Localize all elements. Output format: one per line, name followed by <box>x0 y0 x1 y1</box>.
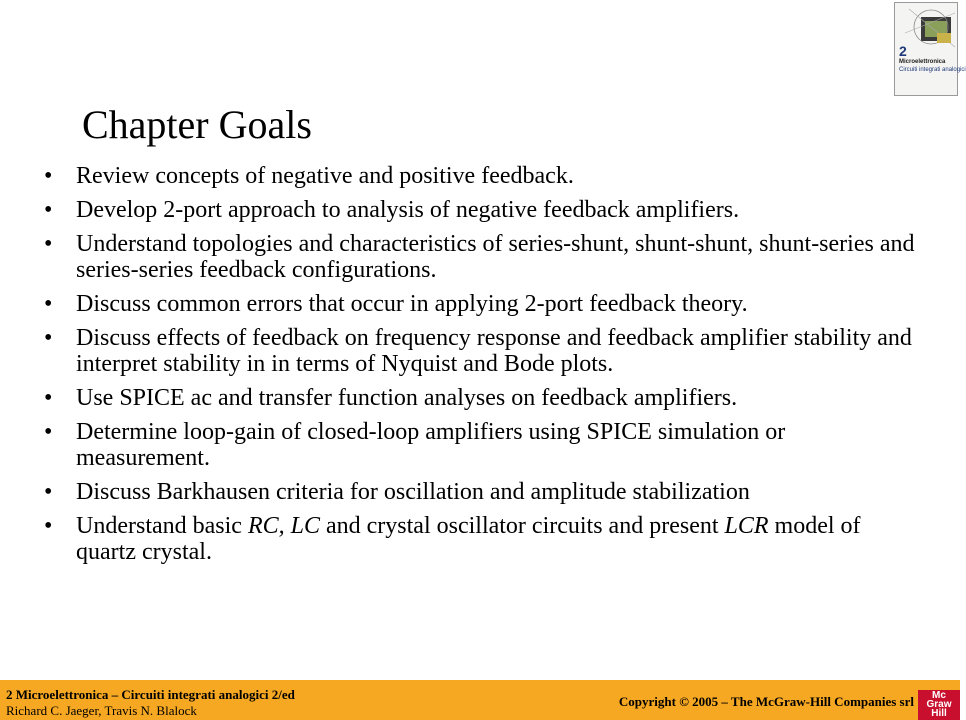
footer-book-title: 2 Microelettronica – Circuiti integrati analogici 2/ed <box>6 687 295 702</box>
goal-text: Discuss Barkhausen criteria for oscillation and amplitude stabilization <box>76 479 750 505</box>
goal-text: Develop 2-port approach to analysis of negative feedback amplifiers. <box>76 197 740 223</box>
goal-item <box>40 385 920 411</box>
goal-text-part: Understand basic <box>76 513 248 539</box>
goal-item <box>40 197 920 223</box>
mcgraw-hill-logo <box>918 690 960 720</box>
goal-text: Understand topologies and characteristics of series-shunt, shunt-shunt, shunt-series and series-series feedback configurations. <box>76 231 915 283</box>
goal-item <box>40 231 920 283</box>
cover-title: Microelettronica <box>899 59 946 65</box>
book-cover-image <box>894 2 966 96</box>
goal-item <box>40 479 920 505</box>
footer-copyright: Copyright © 2005 – The McGraw-Hill Companies srl <box>618 694 914 709</box>
goal-item <box>40 163 920 189</box>
cover-number: 2 <box>899 43 907 59</box>
cover-subtitle: Circuiti integrati analogici <box>899 67 966 73</box>
logo-text: Hill <box>931 708 947 719</box>
goal-item <box>40 325 920 377</box>
goals-list <box>40 163 920 573</box>
goal-text <box>76 513 861 565</box>
goal-text: Discuss effects of feedback on frequency response and feedback amplifier stability and interpret stability in in terms of Nyquist and Bode plots. <box>76 325 912 377</box>
goal-text: Determine loop-gain of closed-loop amplifiers using SPICE simulation or measurement. <box>76 419 786 471</box>
goal-text: Review concepts of negative and positive feedback. <box>76 163 574 189</box>
footer-bar <box>0 680 960 720</box>
logo-text: Mc <box>932 690 946 701</box>
slide-title: Chapter Goals <box>82 102 312 147</box>
goal-item <box>40 419 920 471</box>
goal-item <box>40 291 920 317</box>
goal-italic-term: RC, LC <box>247 513 320 539</box>
goal-text-part: model of quartz crystal. <box>76 513 861 565</box>
logo-text: Graw <box>926 699 952 710</box>
goal-text-part: and crystal oscillator circuits and present <box>319 513 725 539</box>
goal-text: Use SPICE ac and transfer function analyses on feedback amplifiers. <box>76 385 738 411</box>
goal-text: Discuss common errors that occur in applying 2-port feedback theory. <box>76 291 748 317</box>
goal-item <box>40 513 920 565</box>
footer-authors: Richard C. Jaeger, Travis N. Blalock <box>6 703 197 718</box>
goal-italic-term: LCR <box>724 513 769 539</box>
